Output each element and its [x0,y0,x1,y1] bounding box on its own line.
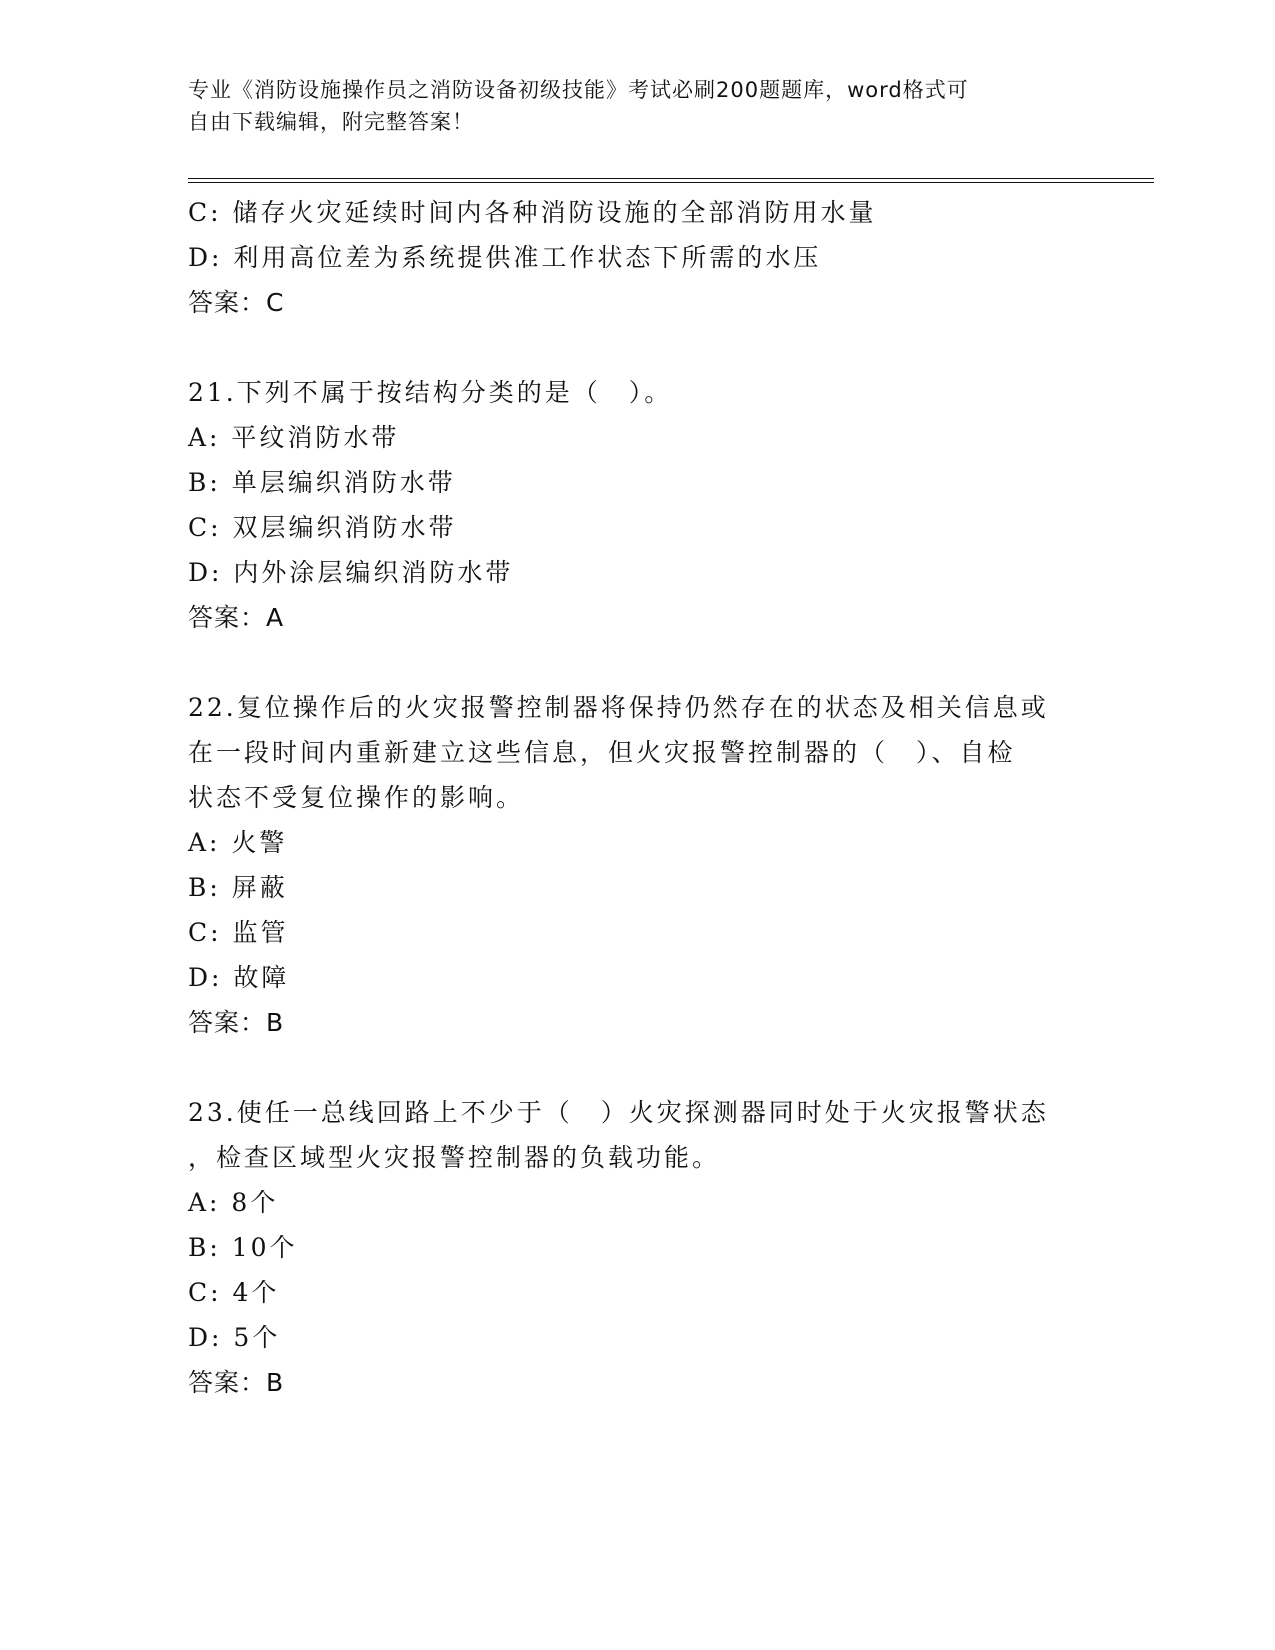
question-stem-line: 状态不受复位操作的影响。 [188,783,525,812]
option-a: A: 火警 [188,828,288,857]
question-21 [188,370,1088,640]
question-stem-line: 在一段时间内重新建立这些信息，但火灾报警控制器的（ ）、自检 [188,738,1016,767]
question-stem-line: ，检查区域型火灾报警控制器的负载功能。 [188,1143,721,1172]
answer: 答案：B [188,1368,285,1397]
option-d: D: 故障 [188,963,290,992]
question-stem: 21.下列不属于按结构分类的是（ ）。 [188,378,673,407]
question-stem-line: 22.复位操作后的火灾报警控制器将保持仍然存在的状态及相关信息或 [188,693,1049,722]
question-content [188,190,1088,1405]
header-divider-bottom [188,182,1154,183]
answer: 答案：A [188,603,285,632]
question-23 [188,1090,1088,1405]
spacer [188,640,1088,685]
continued-question [188,190,1088,325]
answer: 答案：C [188,288,285,317]
question-stem-line: 23.使任一总线回路上不少于（ ）火灾探测器同时处于火灾报警状态 [188,1098,1049,1127]
header-line-1: 专业《消防设施操作员之消防设备初级技能》考试必刷200题题库，word格式可 [188,78,969,102]
option-d: D: 5个 [188,1323,281,1352]
document-header [188,74,1068,138]
option-a: A: 8个 [188,1188,279,1217]
option-b: B: 屏蔽 [188,873,288,902]
spacer [188,325,1088,370]
option-c: C: 4个 [188,1278,280,1307]
option-d: D: 利用高位差为系统提供准工作状态下所需的水压 [188,243,822,272]
option-c: C: 储存火灾延续时间内各种消防设施的全部消防用水量 [188,198,877,227]
spacer [188,1045,1088,1090]
option-c: C: 监管 [188,918,289,947]
option-c: C: 双层编织消防水带 [188,513,457,542]
question-22 [188,685,1088,1045]
option-b: B: 单层编织消防水带 [188,468,456,497]
header-line-2: 自由下载编辑，附完整答案！ [188,110,474,134]
option-a: A: 平纹消防水带 [188,423,400,452]
option-d: D: 内外涂层编织消防水带 [188,558,514,587]
answer: 答案：B [188,1008,285,1037]
option-b: B: 10个 [188,1233,298,1262]
header-divider-top [188,178,1154,179]
